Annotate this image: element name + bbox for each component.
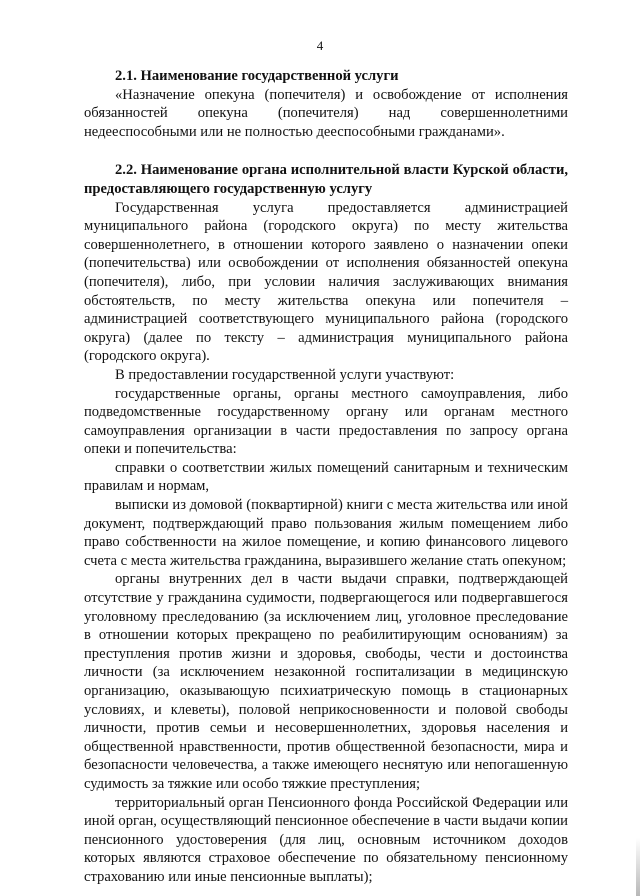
house-book-extract-paragraph: выписки из домовой (поквартирной) книги с места жительства или иной документ, подтверждающий право пользования жилым помещением либо право собственности на жилое помещение, и копию финансового лицевого счета с места жительства гражданина, выразившего желание стать опекуном; <box>84 497 568 569</box>
document-body <box>84 63 568 887</box>
pension-fund-paragraph: территориальный орган Пенсионного фонда Российской Федерации или иной орган, осуществляющий пенсионное обеспечение в части выдачи копии пенсионного удостоверения (для лиц, основным источником доходов которых являются страховое обеспечение по обязательному пенсионному страхованию или иные пенсионные выплаты); <box>84 794 568 885</box>
section-2-1-heading: 2.1. Наименование государственной услуги <box>115 68 399 84</box>
service-name-paragraph: «Назначение опекуна (попечителя) и освобождение от исполнения обязанностей опекуна (попечителя) над совершеннолетними недееспособными или не полностью дееспособными гражданами». <box>84 86 568 140</box>
state-bodies-paragraph: государственные органы, органы местного самоуправления, либо подведомственные государственному органу или органам местного самоуправления организации в части предоставления по запросу органа опеки и попечительства: <box>84 385 568 458</box>
page-number: 4 <box>316 38 324 53</box>
participants-intro-paragraph: В предоставлении государственной услуги участвуют: <box>115 366 455 383</box>
police-certificate-paragraph: органы внутренних дел в части выдачи справки, подтверждающей отсутствие у гражданина судимости, подвергающегося или подвергавшегося уголовному преследованию (за исключением лиц, уголовное преследование в отношении которых прекращено по реабилитирующим основаниям) за преступления против жизни и здоровья, свободы, чести и достоинства личности (за исключением незаконной госпитализации в медицинскую организацию, оказывающую психиатрическую помощь в стационарных условиях, и клеветы), половой неприкосновенности и половой свободы личности, против семьи и несовершеннолетних, здоровья населения и общественной нравственности, против общественной безопасности, мира и безопасности человечества, а также имеющего неснятую или непогашенную судимость за тяжкие или особо тяжкие преступления; <box>84 571 568 792</box>
section-2-2-heading: 2.2. Наименование органа исполнительной власти Курской области, предоставляющего государственную услугу <box>84 162 568 197</box>
scan-edge-shadow <box>636 838 640 896</box>
housing-certificate-paragraph: справки о соответствии жилых помещений санитарным и техническим правилам и нормам, <box>84 459 568 495</box>
provider-paragraph: Государственная услуга предоставляется администрацией муниципального района (городского округа) по месту жительства совершеннолетнего, в отношении которого заявлено о назначении опеки (попечительства) или освобождении от исполнения обязанностей опекуна (попечителя), либо, при условии наличия заслуживающих внимания обстоятельств, по месту жительства опекуна или попечителя – администрацией соответствующего муниципального района (городского округа) (далее по тексту – администрация муниципального района (городского округа). <box>84 199 568 365</box>
